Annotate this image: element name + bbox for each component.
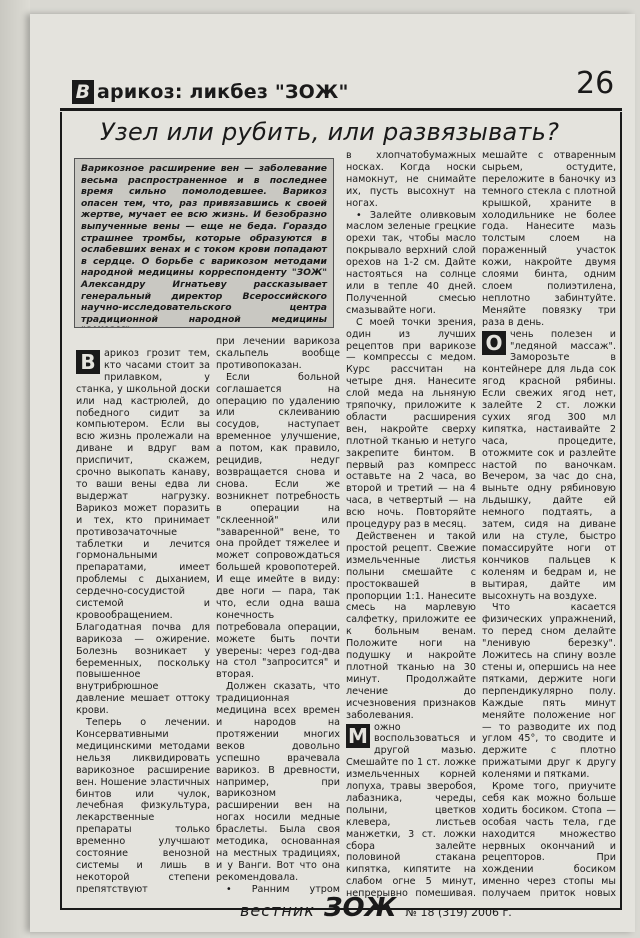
footer-brand-script: вестник: [240, 901, 315, 920]
page-number: 26: [576, 66, 615, 101]
paragraph: Если больной соглашается на операцию по удалению или склеиванию сосудов, наступает временное улучшение, а потом, как правило, рецидив, недуг возвращается снова и снова. Если же возникнет потребность в операции на "склеенной" или "заваренной" вене, то она пройдет тяжелее и может сопровождаться большей кровопотерей. И еще имейте в виду: две ноги — пара, так что, если одна ваша конечность потребовала операции, можете быть почти уверены: через год-два на стол "запросится" и вторая.: [216, 371, 340, 681]
paragraph: в хлопчатобумажных носках. Когда носки намокнут, не снимайте их, пусть высохнут на ногах.: [346, 150, 476, 209]
column-2: [216, 336, 340, 896]
paragraph: Кроме того, приучите себя как можно больше ходить босиком. Стопа — особая часть тела, где находится множество нервных окончаний и рецепторов. При хождении босиком именно через стопы мы получаем приток новых: [482, 781, 616, 900]
paragraph: арикоз грозит тем, кто часами стоит за прилавком, у станка, у школьной доски или над кастрюлей, до победного сидит за компьютером. Если вы всю жизнь пролежали на диване и вдруг вам приспичит, скажем, срочно выкопать канаву, то ваши вены едва ли выдержат нагрузку. Варикоз может поразить и тех, кто принимает противозачаточные таблетки и лечится гормональными препаратами, имеет проблемы с дыханием, сердечно-сосудистой системой и кровообращением. Благодатная почва для варикоза — ожирение. Болезнь возникает у беременных, поскольку повышенное внутрибрюшное давление мешает оттоку крови.: [76, 348, 210, 717]
page-fold-shadow: [0, 0, 30, 938]
top-rule: [60, 108, 622, 111]
paragraph: ожно воспользоваться и другой мазью. Смешайте по 1 ст. ложке измельченных корней лопуха, травы зверобоя, лабазника, череды, полыни, цветков клевера, листьев манжетки, 3 ст. ложки сбора залейте половиной стакана кипятка, кипятите на слабом огне 5 минут, непрерывно помешивая.: [346, 721, 476, 900]
paragraph: мешайте с отваренным сырьем, остудите, переложите в баночку из темного стекла с плотной крышкой, храните в холодильнике не более года. Нанесите мазь толстым слоем на пораженный участок кожи, накройте двумя слоями бинта, одним слоем полиэтилена, неплотно забинтуйте. Меняйте повязку три раза в день.: [482, 150, 616, 328]
footer-brand-logo: ЗОЖ: [324, 893, 397, 923]
footer-issue: № 18 (319) 2006 г.: [405, 906, 512, 919]
paragraph: • Залейте оливковым маслом зеленые грецкие орехи так, чтобы масло покрывало верхний слой орехов на 1-2 см. Дайте настояться на солнце или в тепле 40 дней. Полученной смесью смазывайте ноги.: [346, 209, 476, 316]
drop-cap: В: [76, 350, 100, 374]
article-lead: Варикозное расширение вен — заболевание весьма распространенное и в последнее время сильно помолодевшее. Варикоз опасен тем, что, раз привязавшись к своей жертве, мучает ее всю жизнь. И безобразно выпученные вены — еще не беда. Гораздо страшнее тромбы, которые образуются в ослабевших венах и с током крови попадают в сердце. О борьбе с варикозом методами народной медицины корреспонденту "ЗОЖ" Александру Игнатьеву рассказывает генеральный директор Всероссийского научно-исследовательского центра традиционной народной медицины: [74, 158, 334, 328]
paragraph: • Ранним утром: [226, 883, 340, 895]
column-4: [482, 150, 616, 900]
column-1: [76, 348, 210, 893]
paragraph: Что касается физических упражнений, то перед сном делайте "ленивую березку". Ложитесь на спину возле стены и, опершись на нее пятками, держите ноги перпендикулярно полу. Каждые пять минут меняйте положение ног — то разводите их под углом 45°, то сводите и держите с плотно прижатыми друг к другу коленями и пятками.: [482, 602, 616, 781]
drop-cap: М: [346, 724, 370, 748]
paragraph: чень полезен и "ледяной массаж". Заморозьте в контейнере для льда сок ягод красной рябины. Если свежих ягод нет, залейте 2 ст. ложки сухих ягод 300 мл кипятка, настаивайте 2 часа, процедите, отожмите сок и разлейте настой по ваночкам. Вечером, за час до сна, выньте одну рябиновую льдышку, дайте ей немного подтаять, а затем, сидя на диване или на стуле, быстро помассируйте ноги от кончиков пальцев к коленям и бедрам и, не вытирая, дайте им высохнуть на воздухе.: [482, 328, 616, 602]
section-rubric: [72, 80, 349, 104]
drop-cap: О: [482, 331, 506, 355]
article-title: Узел или рубить, или развязывать?: [100, 118, 560, 146]
paragraph: Действенен и такой простой рецепт. Свежие измельченные листья полыни смешайте с простоквашей в пропорции 1:1. Нанесите смесь на марлевую салфетку, приложите ее к больным венам. Положите ноги на подушку и накройте плотной тканью на 30 минут. Продолжайте лечение до исчезновения признаков заболевания.: [346, 531, 476, 721]
paragraph: при лечении варикоза скальпель вообще противопоказан.: [216, 336, 340, 371]
page-footer: [240, 893, 512, 923]
paragraph: С моей точки зрения, один из лучших рецептов при варикозе — компрессы с медом. Курс рассчитан на четыре дня. Нанесите слой меда на льняную тряпочку, приложите к области расширения вен, накройте сверху плотной тканью и нетуго закрепите бинтом. В первый раз компресс оставьте на 2 часа, во второй и третий — на 4 часа, в четвертый — на всю ночь. Повторяйте процедуру раз в месяц.: [346, 316, 476, 531]
rubric-title: арикоз: ликбез "ЗОЖ": [97, 81, 349, 103]
column-3: [346, 150, 476, 900]
paragraph: Теперь о лечении. Консервативными медицинскими методами нельзя ликвидировать варикозное расширение вен. Ношение эластичных бинтов или чулок, лечебная физкультура, лекарственные препараты только временно улучшают состояние венозной системы и лишь в некоторой степени препятствуют: [76, 717, 210, 893]
paragraph: Должен сказать, что традиционная медицина всех времен и народов на протяжении многих веков довольно успешно врачевала варикоз. В древности, например, при варикозном расширении вен на ногах носили медные браслеты. Была своя методика, основанная на местных традициях, и у Ванги. Вот что она рекомендовала.: [216, 681, 340, 883]
rubric-initial: В: [72, 80, 94, 104]
